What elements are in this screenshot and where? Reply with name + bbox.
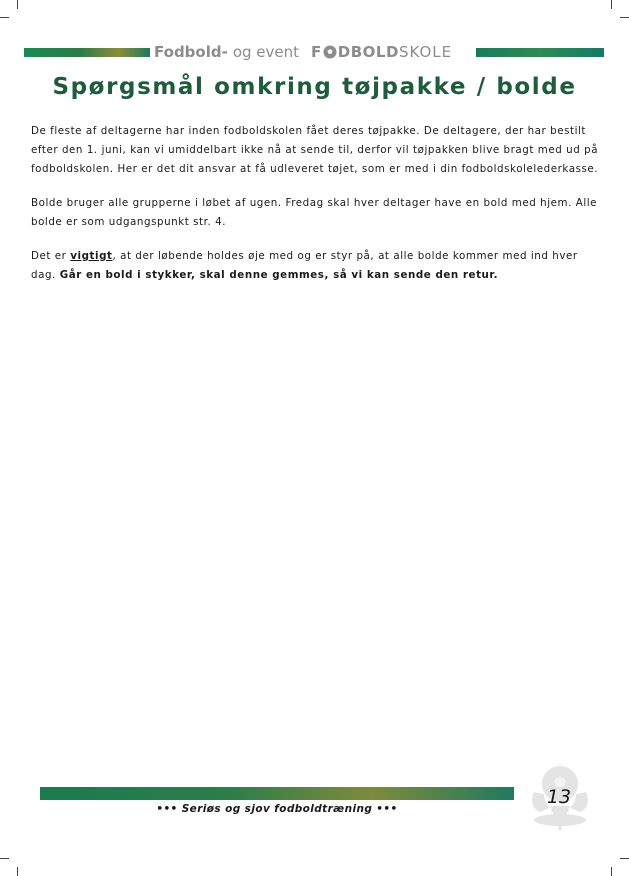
logo-light-text: SKOLE [398, 43, 453, 61]
header-bar-right [476, 48, 604, 57]
crop-mark [17, 867, 18, 876]
brand-logo [154, 41, 474, 63]
body-text [31, 122, 603, 300]
paragraph-text: Det er [31, 250, 71, 262]
logo-bold-text: DBOLD [337, 43, 399, 61]
page-header [24, 41, 604, 63]
crop-mark [620, 17, 629, 18]
header-bar-left [24, 48, 150, 57]
crop-mark [611, 0, 612, 9]
crop-mark [620, 858, 629, 859]
fodboldskole-logo [311, 43, 452, 61]
page-number: 13 [546, 786, 572, 808]
paragraph-important [31, 247, 603, 285]
paragraph-clothing: De fleste af deltagerne har inden fodboldskolen fået deres tøjpakke. De deltagere, der har bestilt efter den 1. juni, kan vi umiddelbart ikke nå at sende til, derfor vil tøjpakken blive bragt med ud på fodboldskolen. Her er det dit ansvar at få udleveret tøjet, som er med i din fodboldskolelederkasse. [31, 125, 599, 175]
page-title: Spørgsmål omkring tøjpakke / bolde [52, 74, 577, 100]
brand-bold-text: Fodbold- [154, 43, 228, 61]
emphasis-bold: Går en bold i stykker, skal denne gemmes, så vi kan sende den retur. [59, 269, 499, 281]
emphasis-underline: vigtigt [70, 250, 113, 262]
paragraph-text: , at der løbende holdes øje med og er styr på, at alle bolde kommer med ind hver dag. [31, 250, 578, 281]
paragraph-balls: Bolde bruger alle grupperne i løbet af ugen. Fredag skal hver deltager have en bold med hjem. Alle bolde er som udgangspunkt str. 4. [31, 197, 598, 228]
crop-mark [0, 858, 9, 859]
crop-mark [611, 867, 612, 876]
footer-tagline: ••• Seriøs og sjov fodboldtræning ••• [156, 803, 398, 815]
crop-mark [0, 17, 9, 18]
logo-prefix: F [311, 43, 322, 61]
footer-bar [40, 787, 514, 800]
brand-light-text: og event [232, 43, 300, 61]
crop-mark [17, 0, 18, 9]
football-icon [323, 45, 337, 59]
